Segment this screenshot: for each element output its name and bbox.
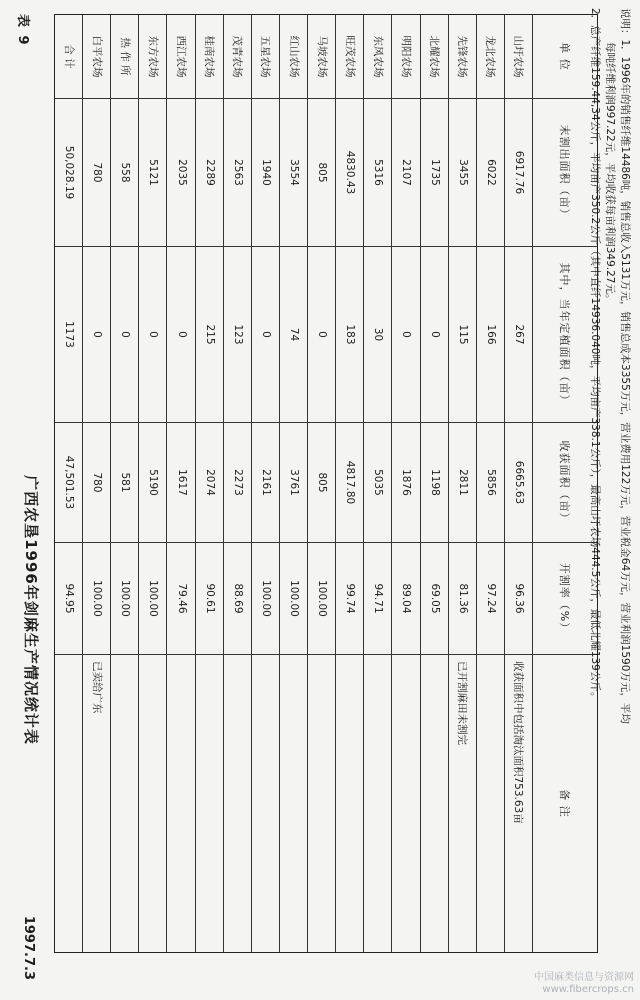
table-cell-harvest: 4817.80 xyxy=(336,423,364,543)
table-cell-rate: 100.00 xyxy=(252,543,280,655)
watermark-line-1: 中国麻类信息与资源网 xyxy=(534,972,634,983)
table-cell-unit: 龙北农场 xyxy=(477,15,505,99)
table-row xyxy=(307,15,336,952)
table-cell-area: 780 xyxy=(83,99,111,247)
table-cell-planted: 0 xyxy=(392,247,420,423)
table-cell-note xyxy=(196,655,224,952)
table-cell-note xyxy=(280,655,308,952)
table-cell-harvest: 1617 xyxy=(167,423,195,543)
table-cell-rate: 69.05 xyxy=(421,543,449,655)
table-cell-planted: 74 xyxy=(280,247,308,423)
table-cell-note xyxy=(224,655,252,952)
table-cell-note xyxy=(364,655,392,952)
table-cell-planted: 30 xyxy=(364,247,392,423)
table-cell-harvest: 47,501.53 xyxy=(55,423,83,543)
table-cell-harvest: 2811 xyxy=(449,423,477,543)
table-cell-planted: 123 xyxy=(224,247,252,423)
table-cell-unit: 旺茂农场 xyxy=(336,15,364,99)
header-cell: 备 注 xyxy=(558,789,571,818)
table-cell-rate: 97.24 xyxy=(477,543,505,655)
table-cell-unit: 西江农场 xyxy=(167,15,195,99)
table-cell-planted: 267 xyxy=(505,247,533,423)
table-cell-planted: 0 xyxy=(252,247,280,423)
table-cell-area: 6022 xyxy=(477,99,505,247)
table-cell-planted: 183 xyxy=(336,247,364,423)
notes-section xyxy=(587,8,632,968)
table-row xyxy=(279,15,308,952)
table-cell-rate: 100.00 xyxy=(111,543,139,655)
table-cell-harvest: 2161 xyxy=(252,423,280,543)
table-cell-area: 3554 xyxy=(280,99,308,247)
table-cell-planted: 0 xyxy=(111,247,139,423)
table-row xyxy=(138,15,167,952)
note-line-2: 每吨纤维利润997.22元，平均收获每亩利润349.27元。 xyxy=(604,42,616,305)
table-cell-harvest: 780 xyxy=(83,423,111,543)
table-cell-note: 已卖给广东 xyxy=(90,661,103,714)
table-cell-harvest: 805 xyxy=(308,423,336,543)
table-cell-area: 50,028.19 xyxy=(55,99,83,247)
table-row xyxy=(476,15,505,952)
table-cell-note xyxy=(252,655,280,952)
table-cell-note xyxy=(111,655,139,952)
table-cell-rate: 81.36 xyxy=(449,543,477,655)
table-cell-rate: 99.74 xyxy=(336,543,364,655)
table-row xyxy=(363,15,392,952)
table-cell-harvest: 5190 xyxy=(139,423,167,543)
table-cell-area: 1735 xyxy=(421,99,449,247)
header-cell: 开割率（%） xyxy=(533,543,597,655)
table-cell-unit: 东方农场 xyxy=(139,15,167,99)
table-cell-planted: 166 xyxy=(477,247,505,423)
table-cell-unit: 热 作 所 xyxy=(111,15,139,99)
table-cell-harvest: 2273 xyxy=(224,423,252,543)
table-row xyxy=(110,15,139,952)
header-cell: 末割出面积（亩） xyxy=(533,99,597,247)
table-cell-rate: 88.69 xyxy=(224,543,252,655)
table-cell-note xyxy=(55,655,83,952)
table-row xyxy=(223,15,252,952)
table-cell-note: 已开割麻田未割完 xyxy=(456,661,469,745)
table-cell-planted: 0 xyxy=(167,247,195,423)
table-cell-area: 558 xyxy=(111,99,139,247)
table-cell-area: 2289 xyxy=(196,99,224,247)
table-cell-harvest: 1876 xyxy=(392,423,420,543)
table-row xyxy=(251,15,280,952)
table-number-label: 表 9 xyxy=(15,14,30,47)
note-line-1: 说明：1．1996年的销售纤维14486吨，销售总收入5131万元，销售总成本3355万元，营业费用122万元，营业税金64万元，营业利润1590万元，平均 xyxy=(619,8,631,724)
table-row xyxy=(195,15,224,952)
table-cell-planted: 115 xyxy=(449,247,477,423)
header-cell: 收获面积（亩） xyxy=(533,423,597,543)
table-cell-rate: 90.61 xyxy=(196,543,224,655)
table-cell-note xyxy=(167,655,195,952)
table-cell-planted: 0 xyxy=(308,247,336,423)
table-cell-area: 2035 xyxy=(167,99,195,247)
table-cell-note xyxy=(308,655,336,952)
table-cell-note xyxy=(477,655,505,952)
table-cell-unit: 五星农场 xyxy=(252,15,280,99)
table-cell-harvest: 2074 xyxy=(196,423,224,543)
table-cell-note xyxy=(421,655,449,952)
table-cell-unit: 桂南农场 xyxy=(196,15,224,99)
table-cell-rate: 96.36 xyxy=(505,543,533,655)
document-date: 1997.7.3 xyxy=(21,915,36,980)
table-row xyxy=(335,15,364,952)
table-cell-note xyxy=(336,655,364,952)
table-cell-unit: 红山农场 xyxy=(280,15,308,99)
table-cell-harvest: 581 xyxy=(111,423,139,543)
watermark-line-2: www.fibercrops.cn xyxy=(542,984,634,995)
table-cell-area: 3455 xyxy=(449,99,477,247)
table-cell-unit: 北耀农场 xyxy=(421,15,449,99)
table-cell-area: 5121 xyxy=(139,99,167,247)
statistics-table xyxy=(54,14,598,953)
table-cell-unit: 马坡农场 xyxy=(308,15,336,99)
table-cell-area: 2563 xyxy=(224,99,252,247)
document-title: 广西农垦1996年剑麻生产情况统计表 xyxy=(22,475,40,745)
table-row xyxy=(82,15,111,952)
table-cell-planted: 0 xyxy=(83,247,111,423)
table-cell-area: 4830.43 xyxy=(336,99,364,247)
table-cell-harvest: 5856 xyxy=(477,423,505,543)
table-cell-area: 805 xyxy=(308,99,336,247)
table-cell-rate: 94.95 xyxy=(55,543,83,655)
table-cell-unit: 茂青农场 xyxy=(224,15,252,99)
table-cell-planted: 0 xyxy=(421,247,449,423)
table-row xyxy=(420,15,449,952)
table-row xyxy=(166,15,195,952)
table-row xyxy=(55,15,83,952)
table-cell-unit: 东风农场 xyxy=(364,15,392,99)
note-line-3: 2．总产纤维159.44,34公斤，平均亩产350.2公斤（其中直纤14936.040吨，平均亩产338.1公斤），最高山圩农场444.5公斤，最低北耀139公斤。 xyxy=(589,8,601,703)
table-row xyxy=(391,15,420,952)
table-cell-harvest: 3761 xyxy=(280,423,308,543)
table-cell-area: 1940 xyxy=(252,99,280,247)
table-cell-note xyxy=(139,655,167,952)
table-cell-harvest: 5035 xyxy=(364,423,392,543)
table-cell-rate: 100.00 xyxy=(83,543,111,655)
header-cell: 其中，当年定植面积（亩） xyxy=(533,247,597,423)
table-cell-unit: 山圩农场 xyxy=(505,15,533,99)
table-cell-rate: 94.71 xyxy=(364,543,392,655)
table-cell-harvest: 1198 xyxy=(421,423,449,543)
table-cell-unit: 先锋农场 xyxy=(449,15,477,99)
table-cell-rate: 79.46 xyxy=(167,543,195,655)
table-cell-area: 5316 xyxy=(364,99,392,247)
table-cell-planted: 1173 xyxy=(55,247,83,423)
table-cell-unit: 白平农场 xyxy=(83,15,111,99)
table-cell-area: 2107 xyxy=(392,99,420,247)
table-cell-rate: 89.04 xyxy=(392,543,420,655)
table-cell-harvest: 6665.63 xyxy=(505,423,533,543)
header-cell: 单 位 xyxy=(533,15,597,99)
table-cell-rate: 100.00 xyxy=(308,543,336,655)
table-row xyxy=(448,15,477,952)
watermark xyxy=(534,972,634,996)
table-cell-planted: 215 xyxy=(196,247,224,423)
table-cell-planted: 0 xyxy=(139,247,167,423)
table-cell-unit: 合 计 xyxy=(55,15,83,99)
table-cell-note xyxy=(392,655,420,952)
table-cell-rate: 100.00 xyxy=(139,543,167,655)
table-cell-note: 收获面积中包括淘汰面积753.63亩 xyxy=(512,661,525,824)
table-cell-unit: 明阳农场 xyxy=(392,15,420,99)
table-cell-area: 6917.76 xyxy=(505,99,533,247)
table-cell-rate: 100.00 xyxy=(280,543,308,655)
table-row xyxy=(504,15,533,952)
